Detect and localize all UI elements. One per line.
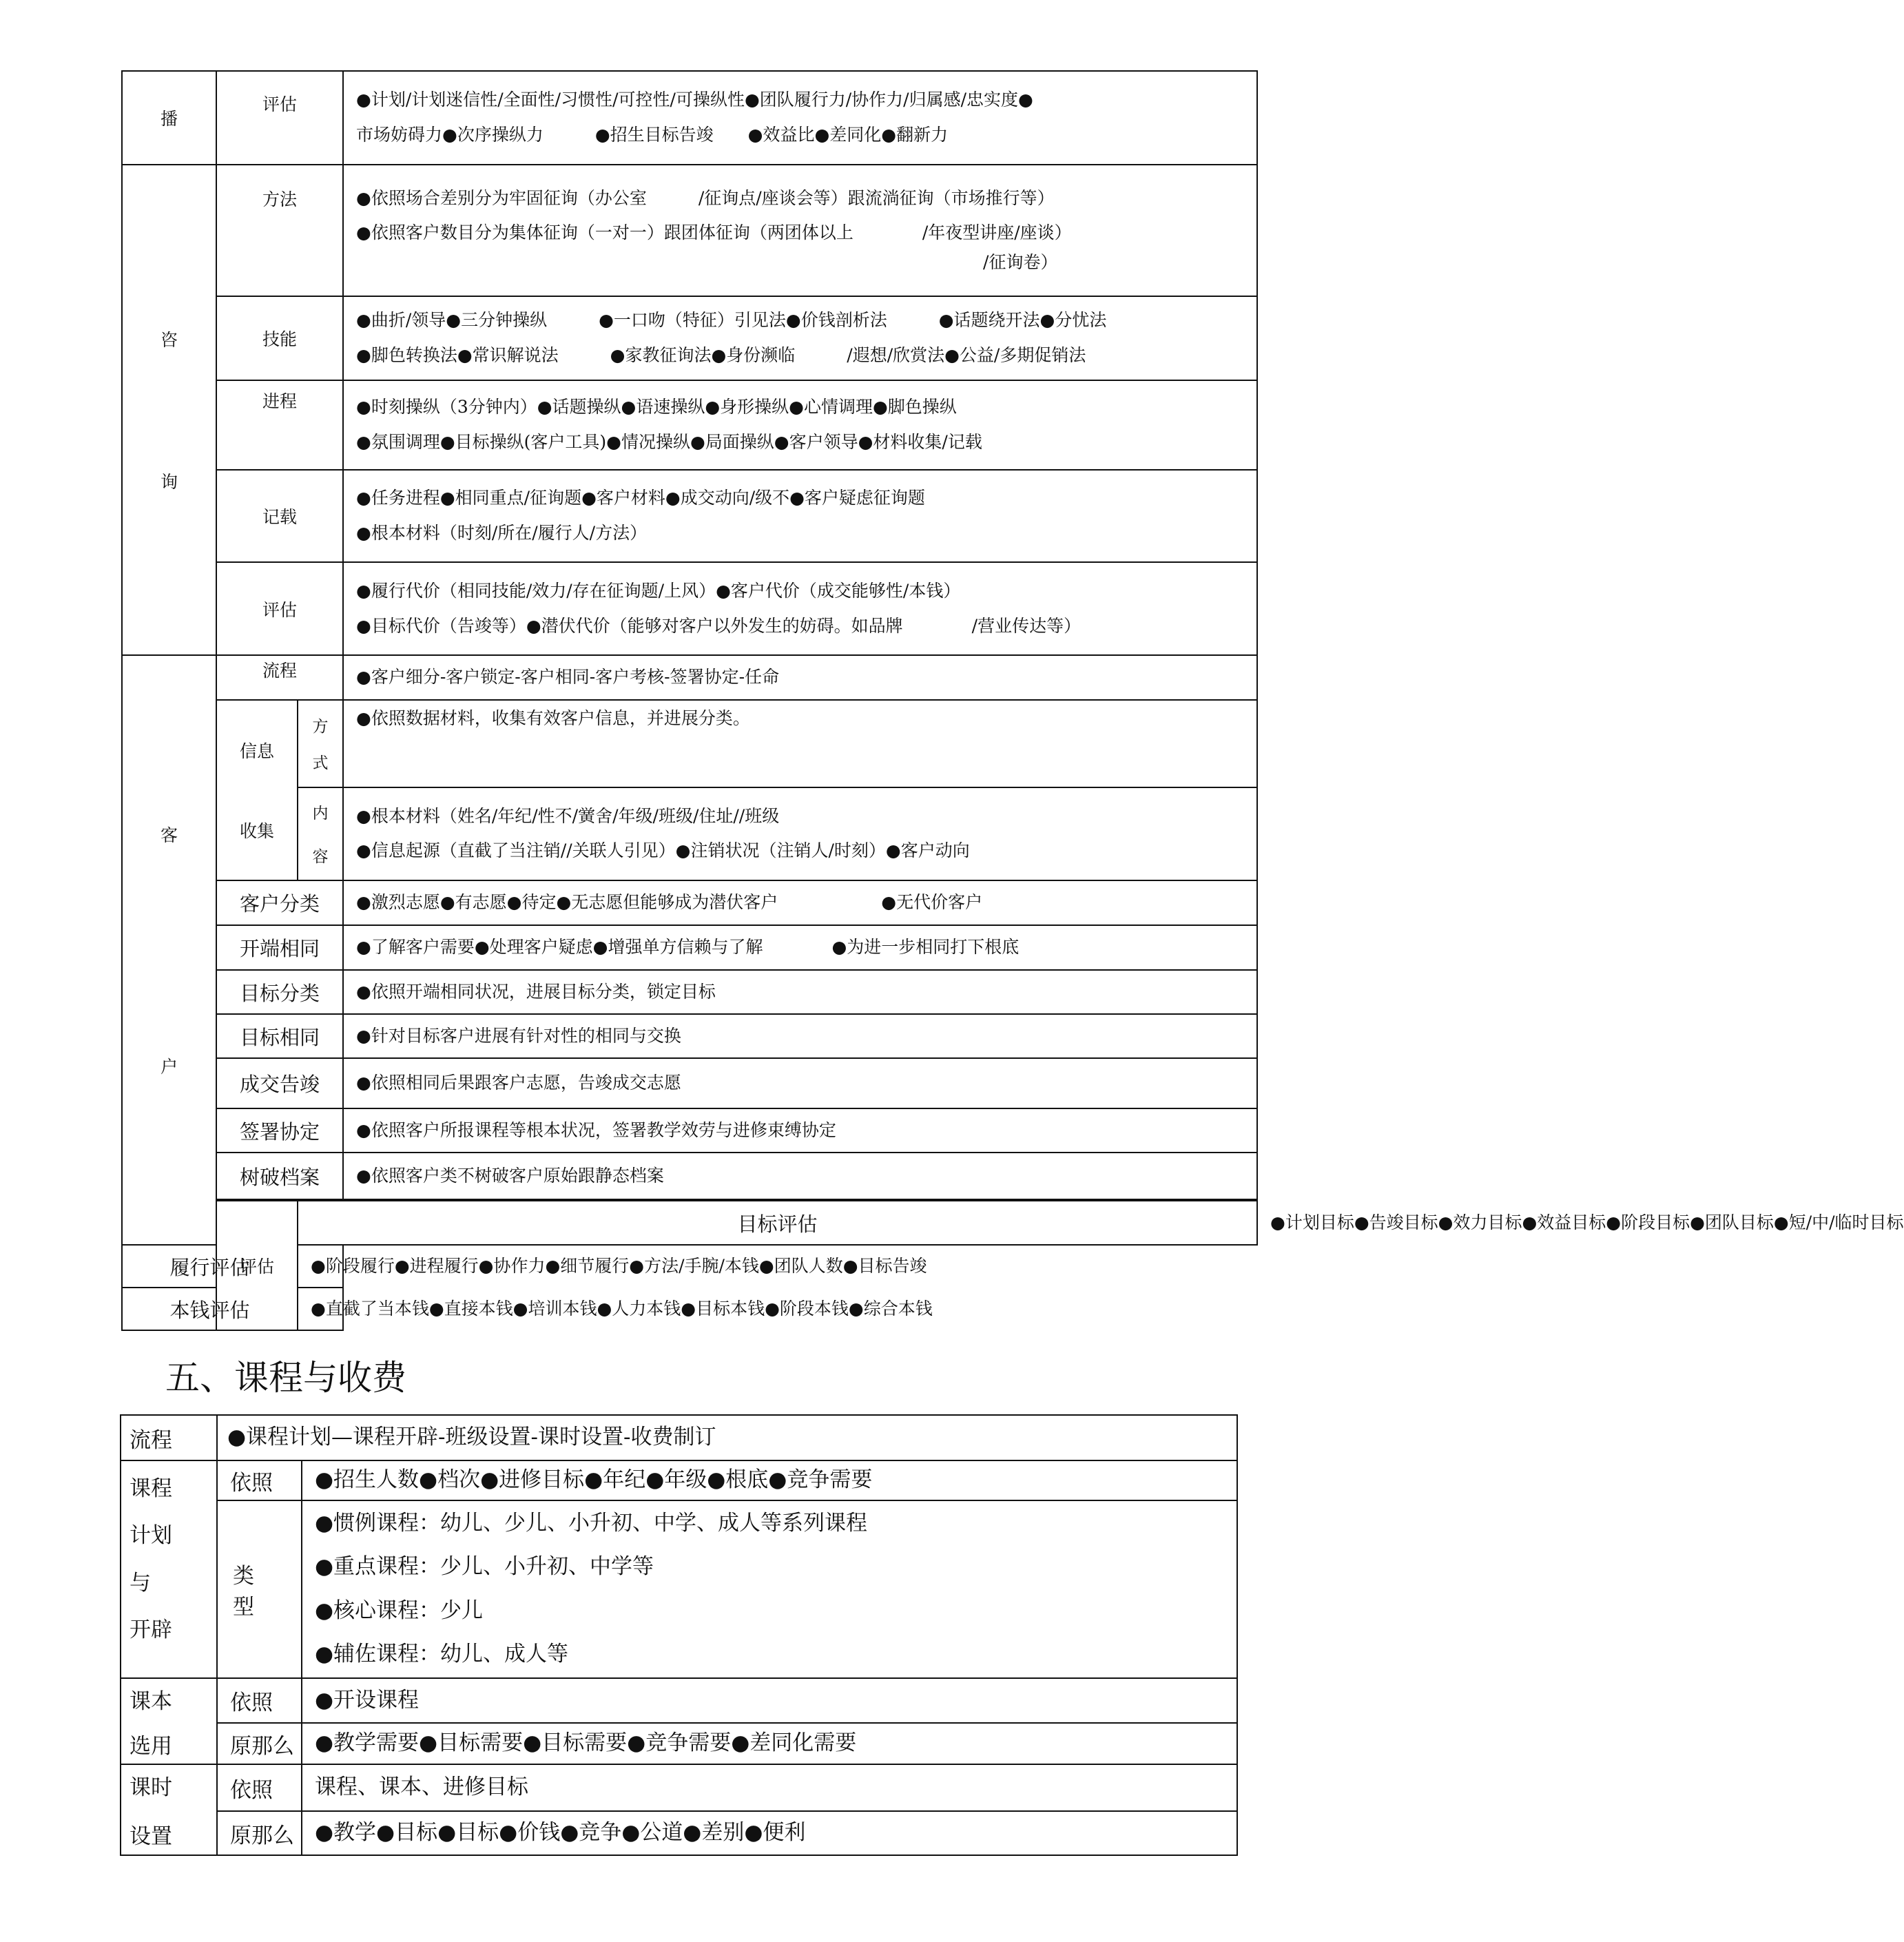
- content-line: ●针对目标客户进展有针对性的相同与交换: [356, 1025, 681, 1046]
- content-line: ●激烈志愿●有志愿●待定●无志愿但能够成为潜伏客户 ●无代价客户: [356, 892, 983, 913]
- content-cell: [343, 880, 1257, 925]
- table-row: [122, 1153, 1257, 1199]
- subcategory-cell: [216, 880, 343, 925]
- subcategory-label: 流程: [262, 661, 298, 681]
- category-cell: [122, 655, 216, 1245]
- content-line: ●核心课程：少儿: [315, 1598, 484, 1623]
- table-row: [121, 1678, 1237, 1723]
- subcategory-label: 成交告竣: [240, 1073, 320, 1096]
- subcategory-label: 目标评估: [737, 1212, 818, 1236]
- content-line: ●氛围调理●目标操纵(客户工具)●情况操纵●局面操纵●客户领导●材料收集/记载: [356, 431, 982, 452]
- category-cell: [121, 1415, 217, 1460]
- category-cell: [122, 71, 216, 165]
- table-row: 评估 目标评估 ●计划目标●告竣目标●效力目标●效益目标●阶段目标●团队目标●短/中/临时目标: [122, 1201, 1257, 1245]
- subcategory-cell: [216, 1108, 343, 1153]
- content-line: ●依照客户数目分为集体征询（一对一）跟团体征询（两团体以上 /年夜型讲座/座谈）: [356, 223, 1072, 243]
- content-line: ●课程计划—课程开辟-班级设置-课时设置-收费制订: [227, 1425, 716, 1450]
- subcategory-label: 本钱评估: [169, 1298, 250, 1322]
- subsub-label: 方: [312, 718, 329, 736]
- content-line: ●依照数据材料，收集有效客户信息，并进展分类。: [356, 708, 750, 728]
- content-line: ●直截了当本钱●直接本钱●培训本钱●人力本钱●目标本钱●阶段本钱●综合本钱: [311, 1298, 933, 1319]
- subcategory-label: 树破档案: [240, 1165, 320, 1189]
- subcategory-label: 依照: [230, 1777, 273, 1803]
- table-row: [121, 1723, 1237, 1764]
- category-label: 计划: [130, 1523, 172, 1549]
- section-heading: 五、课程与收费: [165, 1358, 406, 1398]
- content-cell: [343, 1014, 1257, 1058]
- table-row: [122, 700, 1257, 787]
- table-row: [122, 1245, 1257, 1288]
- content-cell: [302, 1723, 1237, 1764]
- content-line: ●开设课程: [315, 1687, 420, 1713]
- category-label: 选用: [130, 1733, 172, 1759]
- subsub-label: 式: [312, 754, 329, 773]
- subcategory-label: 类: [233, 1564, 254, 1589]
- subcategory-label: 记载: [262, 506, 298, 527]
- subcategory-cell: [216, 562, 343, 655]
- subcategory-cell: [298, 1201, 1257, 1245]
- subcategory-label: 依照: [230, 1691, 273, 1715]
- content-line: ●阶段履行●进程履行●协作力●细节履行●方法/手腕/本钱●团队人数●目标告竣: [311, 1255, 927, 1276]
- category-cell: [121, 1764, 217, 1855]
- content-cell: [343, 296, 1257, 380]
- category-label: 户: [160, 1057, 178, 1077]
- subsub-cell: [298, 700, 343, 787]
- content-line: /征询卷）: [983, 252, 1058, 273]
- subsub-cell: [298, 787, 343, 880]
- content-line: ●时刻操纵（3分钟内）●话题操纵●语速操纵●身形操纵●心情调理●脚色操纵: [356, 397, 957, 417]
- subcategory-label: 目标分类: [240, 981, 320, 1005]
- subcategory-label: 签署协定: [240, 1119, 320, 1144]
- content-line: ●依照场合差别分为牢固征询（办公室 /征询点/座谈会等）跟流淌征询（市场推行等）: [356, 187, 1055, 208]
- table-row: [122, 1014, 1257, 1058]
- content-cell: [302, 1764, 1237, 1811]
- category-label: 客: [160, 825, 178, 845]
- subcategory-cell: [216, 700, 298, 880]
- content-cell: [343, 1153, 1257, 1199]
- subcategory-label: 进程: [262, 391, 298, 411]
- table-row: [122, 880, 1257, 925]
- content-cell: [302, 1460, 1237, 1500]
- content-line: ●重点课程：少儿、小升初、中学等: [315, 1554, 654, 1580]
- content-cell: [343, 925, 1257, 970]
- content-cell: [343, 380, 1257, 470]
- content-cell: [302, 1500, 1237, 1678]
- subcategory-cell: [217, 1678, 302, 1723]
- subsub-label: 容: [312, 848, 329, 867]
- content-cell: [343, 71, 1257, 165]
- content-line: ●履行代价（相同技能/效力/存在征询题/上风）●客户代价（成交能够性/本钱）: [356, 580, 961, 601]
- content-line: ●计划/计划迷信性/全面性/习惯性/可控性/可操纵性●团队履行力/协作力/归属感/忠实度●: [356, 90, 1033, 110]
- subcategory-label: 履行评估: [169, 1255, 250, 1279]
- subcategory-label: 技能: [262, 329, 298, 350]
- table-row: [122, 655, 1257, 700]
- content-line: ●脚色转换法●常识解说法 ●家教征询法●身份濒临 /遐想/欣赏法●公益/多期促销法: [356, 345, 1086, 366]
- subcategory-label: 评估: [262, 94, 298, 114]
- content-line: ●根本材料（姓名/年纪/性不/黉舍/年级/班级/住址//班级: [356, 805, 780, 826]
- subcategory-cell: [216, 1014, 343, 1058]
- content-cell: [343, 970, 1257, 1014]
- subcategory-label: 原那么: [230, 1823, 294, 1848]
- content-line: ●辅佐课程：幼儿、成人等: [315, 1642, 569, 1667]
- subcategory-label: 客户分类: [240, 892, 320, 916]
- subcategory-label: 原那么: [230, 1733, 294, 1759]
- subcategory-cell: [216, 970, 343, 1014]
- content-cell: [298, 1288, 933, 1330]
- table-row: [121, 1500, 1237, 1678]
- subcategory-cell: [217, 1723, 302, 1764]
- content-cell: [343, 165, 1257, 296]
- category-label: 评估: [239, 1257, 274, 1277]
- subcategory-cell: [216, 296, 343, 380]
- table-row: [122, 470, 1257, 563]
- subcategory-cell: [216, 380, 343, 470]
- content-cell: [343, 700, 1257, 787]
- category-label: 询: [160, 472, 178, 492]
- content-line: ●目标代价（告竣等）●潜伏代价（能够对客户以外发生的妨碍。如品牌 /营业传达等）: [356, 615, 1082, 636]
- content-cell: [343, 787, 1257, 880]
- content-line: ●惯例课程：幼儿、少儿、小升初、中学、成人等系列课程: [315, 1511, 868, 1536]
- subcategory-cell: [216, 925, 343, 970]
- content-cell: [343, 1108, 1257, 1153]
- subcategory-label: 信息: [239, 741, 274, 761]
- category-label: 设置: [130, 1824, 172, 1849]
- category-label: 课本: [130, 1688, 172, 1714]
- category-label: 与: [130, 1570, 151, 1595]
- content-cell: [343, 655, 1257, 700]
- subcategory-label: 方法: [262, 189, 298, 209]
- category-label: 课时: [130, 1775, 172, 1800]
- content-line: ●依照客户类不树破客户原始跟静态档案: [356, 1165, 664, 1186]
- table-row: [121, 1460, 1237, 1500]
- subsub-label: 内: [312, 805, 329, 823]
- subcategory-cell: [217, 1811, 302, 1855]
- content-line: ●客户细分-客户锁定-客户相同-客户考核-签署协定-任命: [356, 667, 780, 688]
- table-row: [122, 1288, 1257, 1330]
- subcategory-label: 评估: [262, 599, 298, 620]
- subcategory-cell: [216, 1153, 343, 1199]
- subcategory-label: 开端相同: [240, 937, 320, 960]
- table-row: [122, 1108, 1257, 1153]
- table-row: [122, 562, 1257, 655]
- category-label: 开辟: [130, 1617, 172, 1642]
- content-cell: [298, 1245, 927, 1288]
- subcategory-cell: [216, 71, 343, 165]
- content-line: ●教学●目标●目标●价钱●竞争●公道●差别●便利: [315, 1820, 806, 1846]
- category-cell: [121, 1460, 217, 1678]
- table-row: [121, 1811, 1237, 1855]
- category-cell: [121, 1678, 217, 1764]
- content-line: ●依照开端相同状况，进展目标分类，锁定目标: [356, 981, 716, 1002]
- subcategory-cell: [217, 1460, 302, 1500]
- table-row: [121, 1415, 1237, 1460]
- content-line: ●根本材料（时刻/所在/履行人/方法）: [356, 522, 648, 543]
- content-cell: [343, 1058, 1257, 1108]
- table-row: [122, 165, 1257, 296]
- content-line: ●教学需要●目标需要●目标需要●竞争需要●差同化需要: [315, 1731, 857, 1756]
- table-row: [121, 1764, 1237, 1811]
- content-line: 市场妨碍力●次序操纵力 ●招生目标告竣 ●效益比●差同化●翻新力: [356, 125, 949, 145]
- subcategory-label: 目标相同: [240, 1025, 320, 1049]
- content-line: ●依照相同后果跟客户志愿，告竣成交志愿: [356, 1073, 681, 1093]
- content-line: ●任务进程●相同重点/征询题●客户材料●成交动向/级不●客户疑虑征询题: [356, 488, 925, 508]
- course-fee-table: [120, 1414, 1238, 1856]
- content-cell: [343, 470, 1257, 563]
- marketing-table: [121, 70, 1904, 1331]
- content-line: ●曲折/领导●三分钟操纵 ●一口吻（特征）引见法●价钱剖析法 ●话题绕开法●分忧法: [356, 310, 1107, 331]
- subcategory-cell: [217, 1500, 302, 1678]
- subcategory-label: 型: [233, 1595, 254, 1620]
- content-line: ●依照客户所报课程等根本状况，签署教学效劳与进修束缚协定: [356, 1119, 836, 1140]
- category-label: 流程: [130, 1427, 172, 1453]
- content-line: 课程、课本、进修目标: [315, 1775, 528, 1800]
- subcategory-label: 依照: [230, 1470, 273, 1496]
- table-row: [122, 380, 1257, 470]
- content-cell: [302, 1678, 1237, 1723]
- table-row: [122, 925, 1257, 970]
- table-row: [122, 296, 1257, 380]
- subcategory-label: 收集: [239, 821, 274, 841]
- category-label: 咨: [160, 330, 178, 350]
- subcategory-cell: [216, 1058, 343, 1108]
- subcategory-cell: [216, 165, 343, 296]
- content-line: ●招生人数●档次●进修目标●年纪●年级●根底●竞争需要: [315, 1467, 873, 1493]
- subcategory-cell: [122, 1288, 298, 1330]
- category-cell: [122, 165, 216, 655]
- content-cell: [217, 1415, 1237, 1460]
- category-label: 播: [160, 109, 178, 129]
- category-label: 课程: [130, 1476, 172, 1501]
- content-cell: [343, 562, 1257, 655]
- content-cell: [302, 1811, 1237, 1855]
- subcategory-cell: [216, 470, 343, 563]
- table-row: [122, 1058, 1257, 1108]
- subcategory-cell: [217, 1764, 302, 1811]
- content-line: ●信息起源（直截了当注销//关联人引见）●注销状况（注销人/时刻）●客户动向: [356, 840, 970, 861]
- table-row: [122, 970, 1257, 1014]
- table-row: [122, 71, 1257, 165]
- subcategory-cell: [216, 655, 343, 700]
- content-line: ●了解客户需要●处理客户疑虑●增强单方信赖与了解 ●为进一步相同打下根底: [356, 937, 1020, 958]
